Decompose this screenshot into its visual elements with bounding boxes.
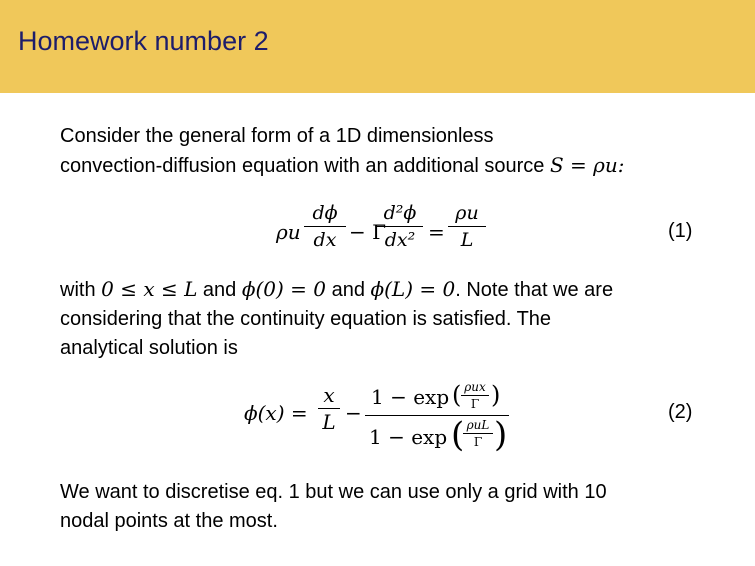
cond-math-bcL: ϕ(L) = 0 bbox=[370, 277, 456, 301]
eq1-frac-dphi-dx bbox=[304, 202, 346, 251]
source-term-math: S = ρu: bbox=[549, 153, 625, 177]
eq2-num-rparen: ) bbox=[491, 381, 501, 409]
intro-line-2 bbox=[60, 151, 625, 181]
title-bar bbox=[0, 0, 755, 93]
eq2-num-arg-num: ρux bbox=[464, 380, 486, 394]
eq1-frac2-num: d²ϕ bbox=[383, 202, 417, 224]
cond-math-domain: 0 ≤ x ≤ L bbox=[101, 277, 198, 301]
eq1-frac1-den: dx bbox=[313, 229, 337, 251]
conditions-line-3: analytical solution is bbox=[60, 337, 238, 359]
closing-line-1: We want to discretise eq. 1 but we can use only a grid with 10 bbox=[60, 481, 607, 503]
eq2-num-arg-den: Γ bbox=[470, 397, 480, 411]
intro-paragraph bbox=[60, 122, 625, 181]
closing-line-2: nodal points at the most. bbox=[60, 510, 278, 532]
eq1-frac3-bar bbox=[448, 226, 486, 227]
eq2-den-lparen: ( bbox=[451, 415, 465, 455]
eq2-den-arg-den: Γ bbox=[473, 435, 483, 449]
eq2-den-arg bbox=[463, 418, 493, 449]
cond-text-d: . Note that we are bbox=[455, 279, 614, 301]
eq2-den-text: 1 − exp bbox=[369, 425, 448, 449]
eq1-frac-d2phi-dx2 bbox=[377, 202, 423, 251]
eq2-frac1-bar bbox=[318, 408, 340, 409]
slide-title: Homework number 2 bbox=[18, 26, 269, 56]
eq2-frac1-den: L bbox=[322, 410, 336, 434]
eq2-den-arg-bar bbox=[463, 433, 493, 434]
cond-text-c: and bbox=[326, 279, 371, 301]
conditions-line-2: considering that the continuity equation is satisfied. The bbox=[60, 308, 552, 330]
eq2-den-arg-num: ρuL bbox=[466, 418, 490, 432]
cond-math-bc0: ϕ(0) = 0 bbox=[241, 277, 327, 301]
eq1-frac1-bar bbox=[304, 226, 346, 227]
eq2-num-arg-bar bbox=[461, 395, 489, 396]
eq2-main-bar bbox=[365, 415, 509, 416]
eq2-minus: − bbox=[345, 401, 362, 425]
eq1-frac3-num: ρu bbox=[455, 202, 479, 224]
eq2-den-rparen: ) bbox=[494, 415, 508, 455]
intro-line-2-text: convection-diffusion equation with an additional source bbox=[60, 155, 550, 177]
eq2-number: (2) bbox=[668, 401, 693, 423]
conditions-line-1 bbox=[60, 275, 613, 305]
eq1-frac-rhou-L bbox=[448, 202, 486, 251]
eq1-frac3-den: L bbox=[460, 229, 474, 251]
eq2-lhs: ϕ(x) = bbox=[244, 401, 308, 425]
eq1-op1: − Γ bbox=[349, 220, 386, 244]
eq1-lead: ρu bbox=[276, 220, 301, 244]
eq2-frac1-num: x bbox=[323, 383, 335, 407]
eq2-num-text: 1 − exp bbox=[371, 385, 450, 409]
eq1-number: (1) bbox=[668, 220, 693, 242]
eq1-frac2-den: dx² bbox=[384, 229, 416, 251]
closing-paragraph bbox=[60, 478, 607, 536]
eq2-num-arg bbox=[461, 380, 489, 411]
conditions-paragraph bbox=[60, 275, 613, 363]
eq2-num-lparen: ( bbox=[452, 381, 462, 409]
eq1-frac1-num: dϕ bbox=[312, 202, 338, 224]
cond-text-a: with bbox=[60, 279, 102, 301]
eq2-frac-x-L bbox=[318, 384, 340, 433]
eq1-frac2-bar bbox=[377, 226, 423, 227]
intro-line-1: Consider the general form of a 1D dimensionless bbox=[60, 125, 494, 147]
cond-text-b: and bbox=[197, 279, 242, 301]
eq1-equals: = bbox=[428, 220, 445, 244]
